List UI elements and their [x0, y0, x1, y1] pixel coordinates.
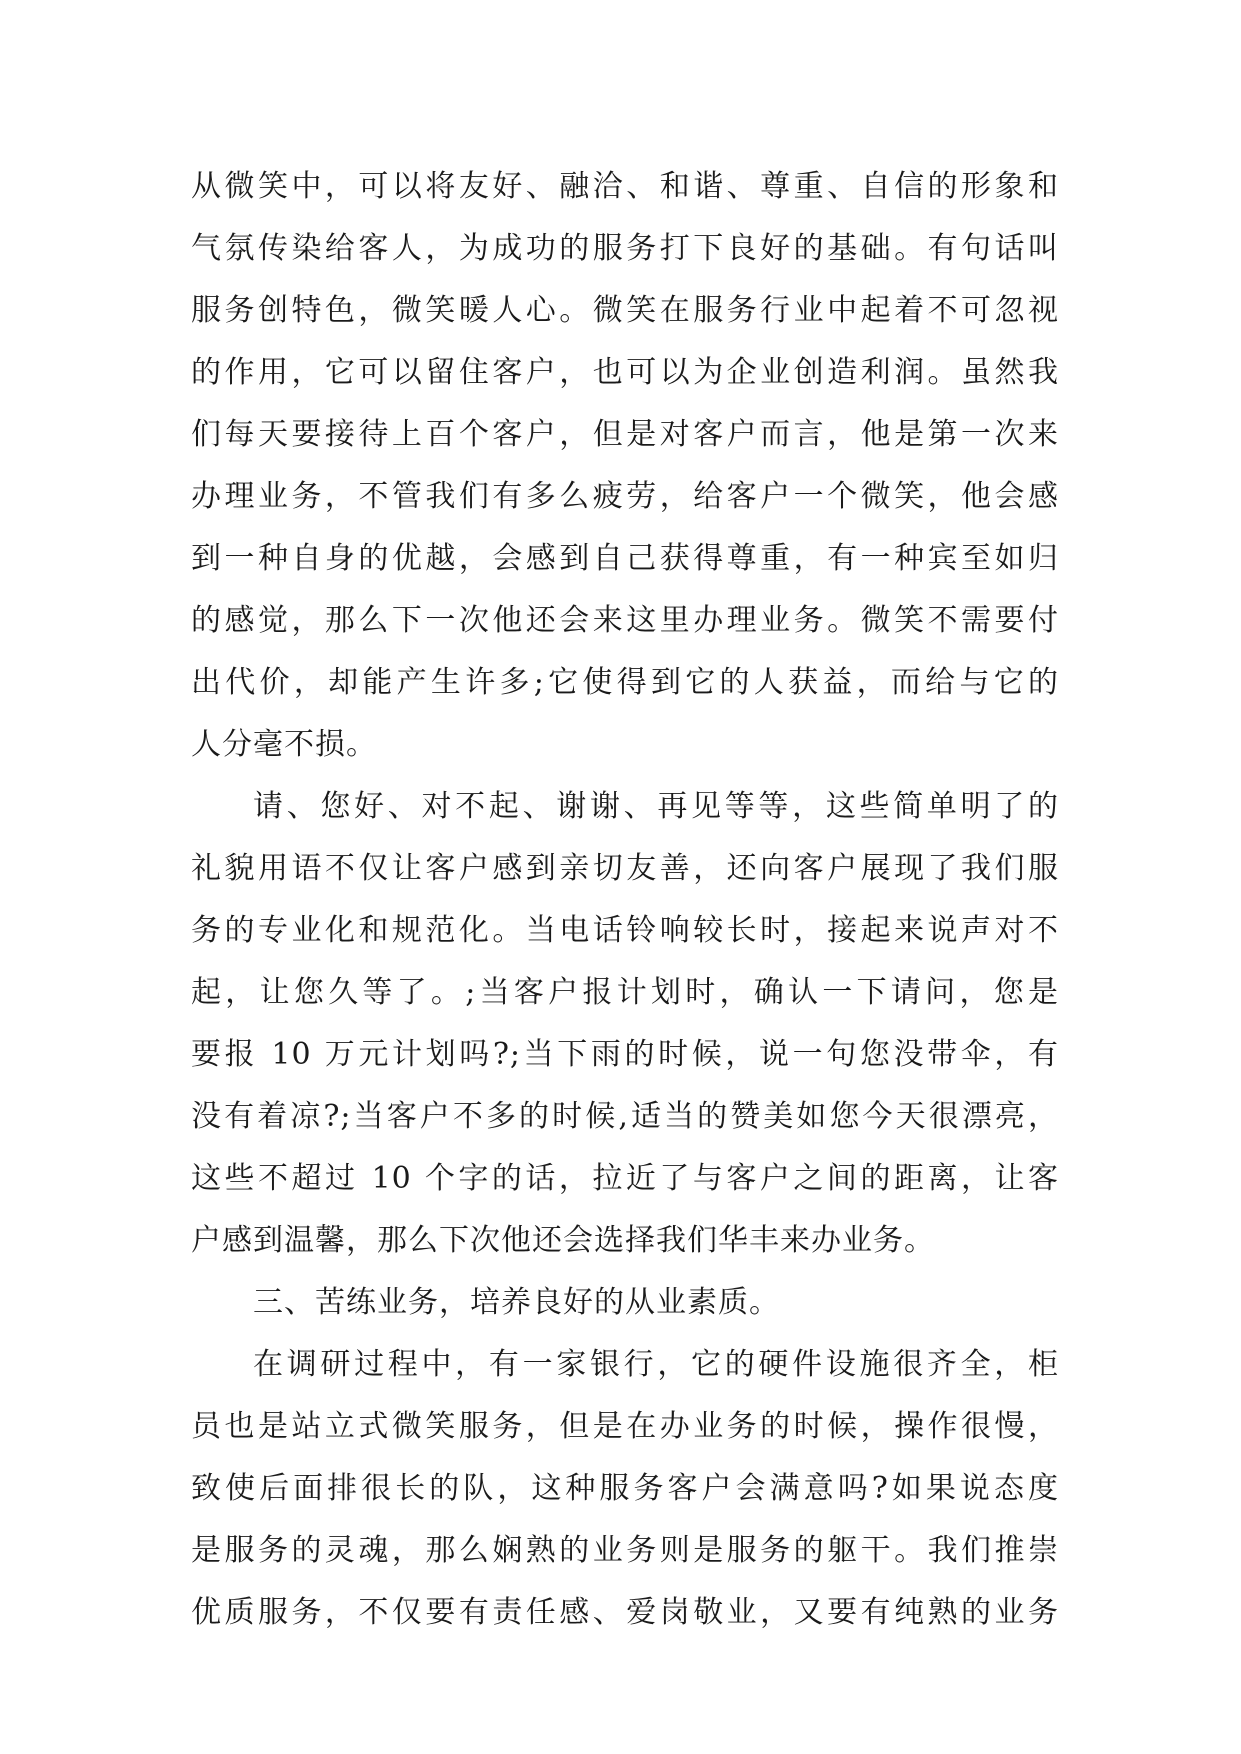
paragraph-line: 礼貌用语不仅让客户感到亲切友善，还向客户展现了我们服: [191, 851, 1059, 886]
paragraph-line: 从微笑中，可以将友好、融洽、和谐、尊重、自信的形象和: [191, 169, 1059, 204]
paragraph-line: 服务创特色，微笑暖人心。微笑在服务行业中起着不可忽视: [191, 293, 1059, 328]
paragraph-line: 这些不超过 10 个字的话，拉近了与客户之间的距离，让客: [191, 1161, 1059, 1196]
paragraph-line: 没有着凉?;当客户不多的时候,适当的赞美如您今天很漂亮，: [191, 1099, 1059, 1134]
paragraph-line: 气氛传染给客人，为成功的服务打下良好的基础。有句话叫: [191, 231, 1059, 266]
paragraph-line: 到一种自身的优越，会感到自己获得尊重，有一种宾至如归: [191, 541, 1059, 576]
paragraph-line: 户感到温馨，那么下次他还会选择我们华丰来办业务。: [191, 1223, 935, 1258]
document-body: [191, 156, 1059, 1644]
paragraph-line: 办理业务，不管我们有多么疲劳，给客户一个微笑，他会感: [191, 479, 1059, 514]
paragraph-line: 的感觉，那么下一次他还会来这里办理业务。微笑不需要付: [191, 603, 1059, 638]
paragraph-line: 起，让您久等了。;当客户报计划时，确认一下请问，您是: [191, 975, 1059, 1010]
paragraph-line: 们每天要接待上百个客户，但是对客户而言，他是第一次来: [191, 417, 1059, 452]
paragraph-line: 要报 10 万元计划吗?;当下雨的时候，说一句您没带伞，有: [191, 1037, 1059, 1072]
paragraph-line: 人分毫不损。: [191, 727, 377, 762]
paragraph-line: 请、您好、对不起、谢谢、再见等等，这些简单明了的: [253, 789, 1059, 824]
paragraph-line: 出代价，却能产生许多;它使得到它的人获益，而给与它的: [191, 665, 1059, 700]
paragraph-line: 务的专业化和规范化。当电话铃响较长时，接起来说声对不: [191, 913, 1059, 948]
paragraph-line: 的作用，它可以留住客户，也可以为企业创造利润。虽然我: [191, 355, 1059, 390]
paragraph-line: 在调研过程中，有一家银行，它的硬件设施很齐全，柜: [253, 1347, 1059, 1382]
paragraph-line: 优质服务，不仅要有责任感、爱岗敬业，又要有纯熟的业务: [191, 1595, 1059, 1630]
section-heading: 三、苦练业务，培养良好的从业素质。: [253, 1285, 780, 1320]
paragraph-line: 致使后面排很长的队，这种服务客户会满意吗?如果说态度: [191, 1471, 1059, 1506]
paragraph-line: 是服务的灵魂，那么娴熟的业务则是服务的躯干。我们推崇: [191, 1533, 1059, 1568]
paragraph-line: 员也是站立式微笑服务，但是在办业务的时候，操作很慢，: [191, 1409, 1059, 1444]
